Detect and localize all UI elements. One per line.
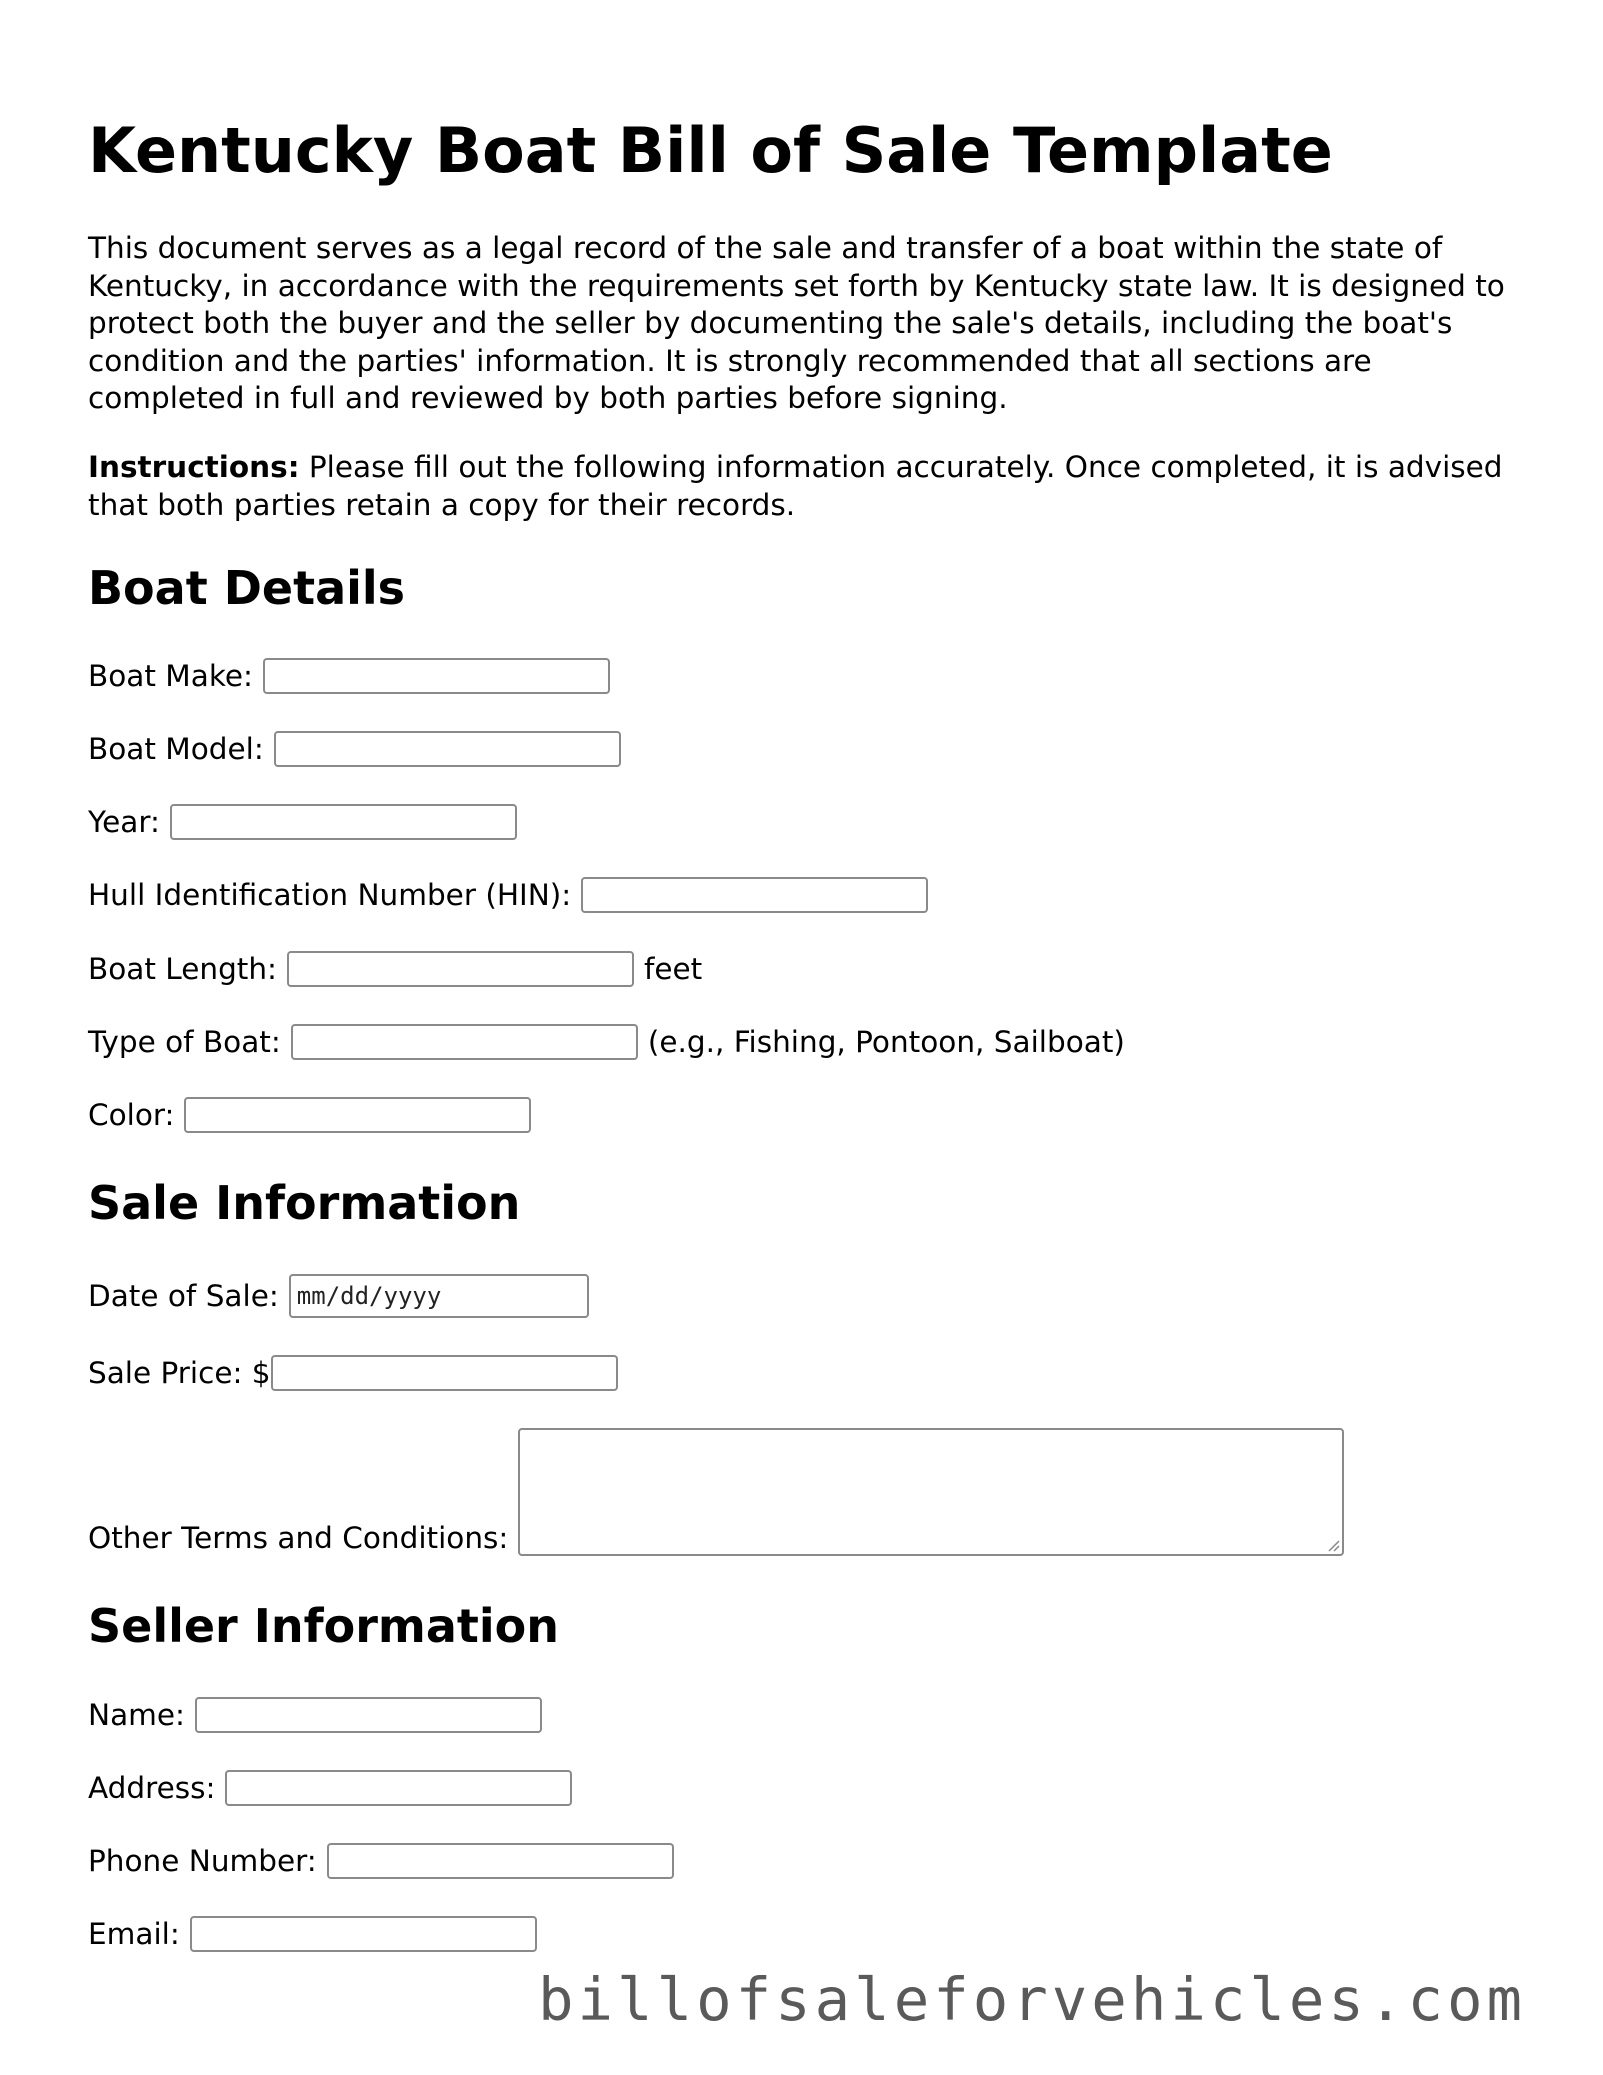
date-of-sale-label: Date of Sale:	[88, 1279, 279, 1313]
instructions-label: Instructions:	[88, 450, 300, 484]
boat-make-label: Boat Make:	[88, 659, 253, 693]
page-title: Kentucky Boat Bill of Sale Template	[88, 114, 1333, 187]
sale-price-input[interactable]	[271, 1355, 618, 1391]
instructions-text: Please fill out the following information accurately. Once completed, it is advised that both parties retain a copy for their records.	[88, 450, 1503, 522]
terms-label: Other Terms and Conditions:	[88, 1521, 509, 1555]
year-input[interactable]	[170, 804, 517, 840]
sale-price-label: Sale Price: $	[88, 1356, 271, 1390]
boat-type-label: Type of Boat:	[88, 1025, 281, 1059]
seller-name-label: Name:	[88, 1698, 185, 1732]
seller-phone-row	[88, 1843, 674, 1879]
terms-row	[88, 1428, 1344, 1556]
terms-textarea[interactable]	[518, 1428, 1344, 1556]
seller-phone-label: Phone Number:	[88, 1844, 317, 1878]
seller-name-input[interactable]	[195, 1697, 542, 1733]
boat-details-heading: Boat Details	[88, 561, 406, 615]
intro-paragraph: This document serves as a legal record of the sale and transfer of a boat within the state of Kentucky, in accordance with the requirements set forth by Kentucky state law. It is designed to protect both the buyer and the seller by documenting the sale's details, including the boat's condition and the parties' information. It is strongly recommended that all sections are completed in full and reviewed by both parties before signing.	[88, 231, 1505, 415]
seller-name-row	[88, 1697, 542, 1733]
boat-length-input[interactable]	[287, 951, 634, 987]
boat-type-hint: (e.g., Fishing, Pontoon, Sailboat)	[647, 1025, 1125, 1059]
color-label: Color:	[88, 1098, 175, 1132]
year-label: Year:	[88, 805, 160, 839]
resize-grip-icon[interactable]	[1326, 1538, 1340, 1552]
hin-label: Hull Identification Number (HIN):	[88, 878, 572, 912]
date-of-sale-input[interactable]: mm/dd/yyyy	[289, 1274, 589, 1318]
boat-type-row	[88, 1024, 1125, 1060]
color-input[interactable]	[184, 1097, 531, 1133]
boat-length-label: Boat Length:	[88, 952, 277, 986]
seller-email-input[interactable]	[190, 1916, 537, 1952]
boat-length-unit: feet	[644, 952, 703, 986]
seller-address-row	[88, 1770, 572, 1806]
date-of-sale-row	[88, 1274, 589, 1318]
boat-model-label: Boat Model:	[88, 732, 264, 766]
boat-type-input[interactable]	[291, 1024, 638, 1060]
instructions-paragraph	[88, 449, 1508, 524]
watermark: billofsaleforvehicles.com	[538, 1965, 1527, 2034]
seller-phone-input[interactable]	[327, 1843, 674, 1879]
hin-input[interactable]	[581, 877, 928, 913]
boat-model-input[interactable]	[274, 731, 621, 767]
seller-email-row	[88, 1916, 537, 1952]
boat-make-row	[88, 658, 610, 694]
boat-length-row	[88, 951, 702, 987]
hin-row	[88, 877, 928, 913]
year-row	[88, 804, 517, 840]
color-row	[88, 1097, 531, 1133]
boat-make-input[interactable]	[263, 658, 610, 694]
seller-information-heading: Seller Information	[88, 1599, 560, 1653]
sale-price-row	[88, 1355, 618, 1391]
seller-address-label: Address:	[88, 1771, 216, 1805]
seller-address-input[interactable]	[225, 1770, 572, 1806]
seller-email-label: Email:	[88, 1917, 180, 1951]
boat-model-row	[88, 731, 621, 767]
sale-information-heading: Sale Information	[88, 1176, 521, 1230]
